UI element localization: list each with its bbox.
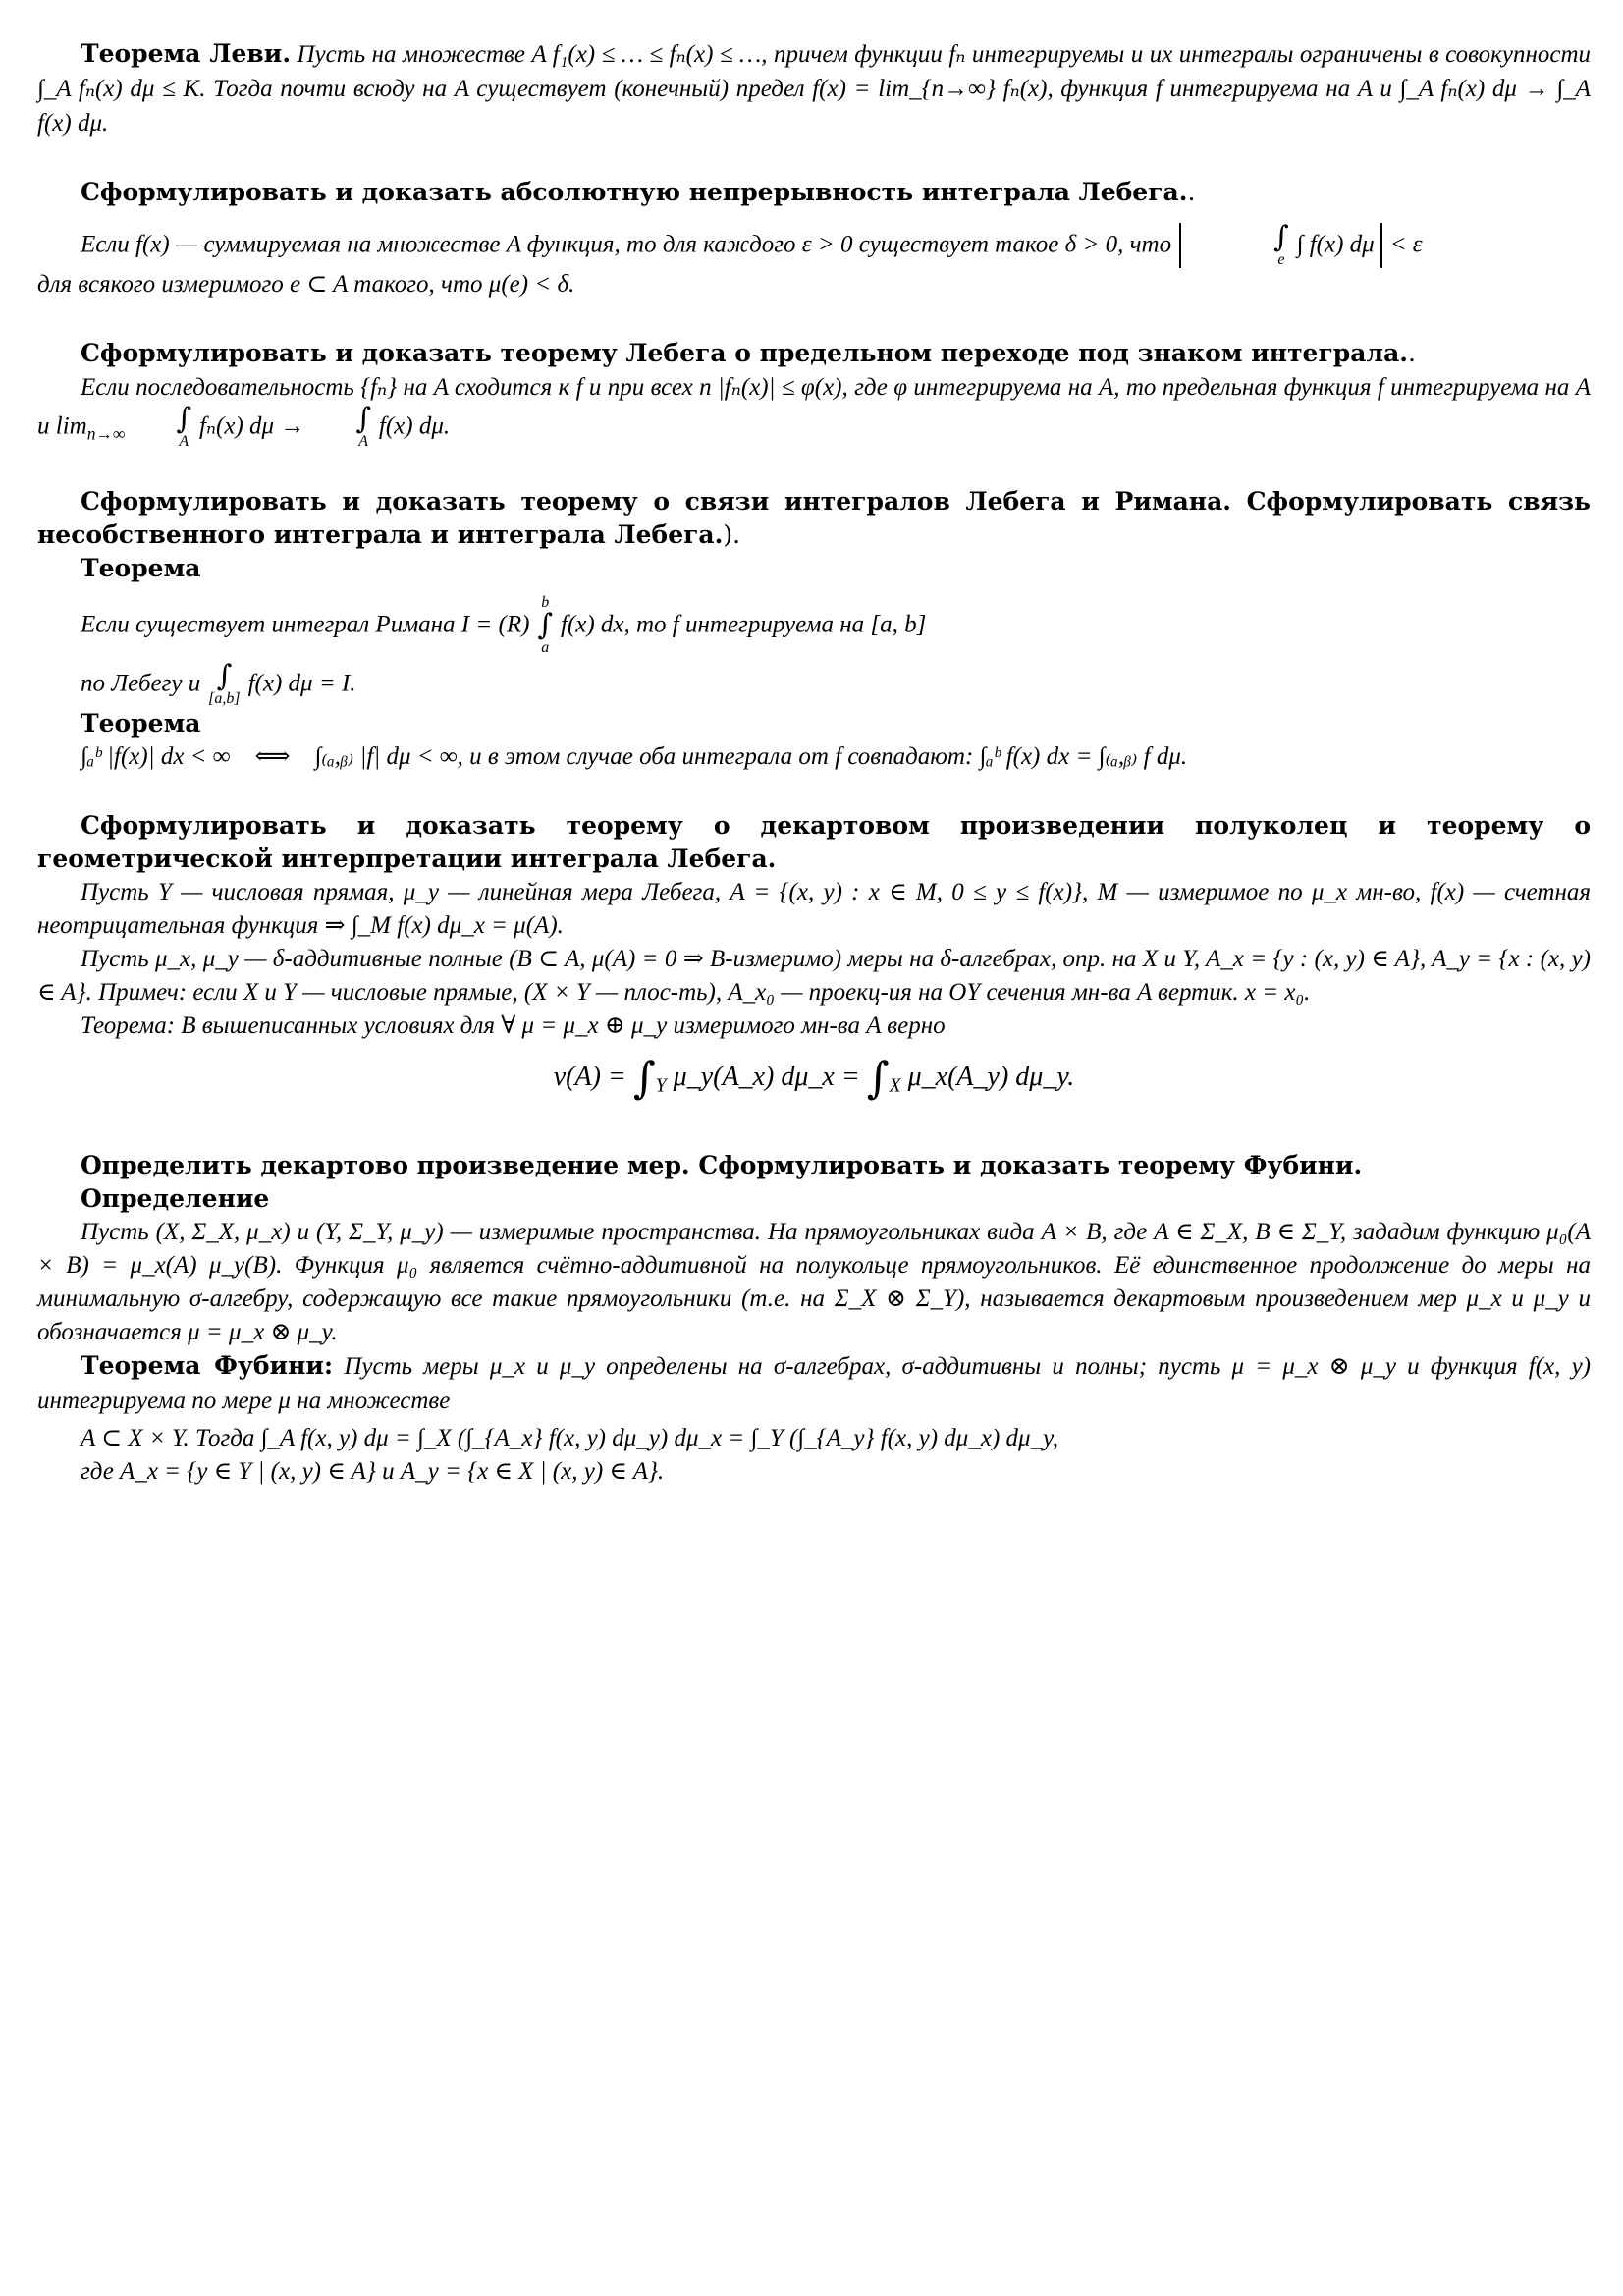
abs-cont-tail: < ε — [1389, 231, 1423, 258]
riemann-heading-tail: ). — [723, 520, 741, 549]
integral-lower-a: a — [541, 639, 550, 656]
cartesian-heading: Сформулировать и доказать теорему о декартовом произведении полуколец и теорему о геометрической интерпретации интеграла Лебега. — [37, 811, 1591, 873]
abs-cont-integrand: ∫ f(x) dμ — [1296, 231, 1375, 258]
abs-cont-formula — [1179, 220, 1382, 268]
integral-lower-ab: [a,b] — [208, 690, 241, 707]
integral-upper-b: b — [541, 594, 550, 611]
integral-sign: ∫ [a,b] — [208, 659, 241, 707]
abs-cont-heading-tail: . — [1187, 178, 1196, 206]
levi-theorem — [37, 37, 1591, 140]
display-mid: μ_y(A_x) dμ_x = — [673, 1062, 860, 1092]
integral-sign: ∫ — [632, 1053, 656, 1104]
integral-sign: ∫ A — [133, 405, 191, 450]
riemann-thm1-a: Если существует интеграл Римана I = (R) — [81, 611, 530, 638]
definite-integral: b ∫ a — [537, 594, 554, 656]
riemann-thm1-label: Теорема — [81, 554, 201, 582]
riemann-heading-text: Сформулировать и доказать теорему о связи интегралов Лебега и Римана. Сформулировать связь несобственного интеграла и интеграла Лебега. — [37, 487, 1591, 549]
fubini-formula: A ⊂ X × Y. Тогда ∫_A f(x, y) dμ = ∫_X (∫_{A_x} f(x, y) dμ_y) dμ_x = ∫_Y (∫_{A_y} f(x, y) dμ_x) dμ_y, — [81, 1424, 1059, 1451]
fubini-theorem — [37, 1349, 1591, 1418]
document-page — [37, 37, 1591, 1489]
cartesian-display-formula — [37, 1053, 1591, 1104]
fubini-thm-text: Пусть меры μ_x и μ_y определены на σ-алгебрах, σ-аддитивны и полны; пусть μ = μ_x ⊗ μ_y и функция f(x, y) интегрируема по мере μ на множестве — [37, 1352, 1591, 1414]
cartesian-para2: Пусть μ_x, μ_y — δ-аддитивные полные (B ⊂ A, μ(A) = 0 ⇒ B-измеримо) меры на δ-алгебрах, опр. на X и Y, A_x = {y : (x, y) ∈ A}, A_y = {x : (x, y) ∈ A}. Примеч: если X и Y — числовые прямые, (X × Y — плос-ть), A_x₀ — проекц-ия на OY сечения мн-ва A вертик. x = x₀. — [37, 946, 1591, 1006]
cartesian-para1: Пусть Y — числовая прямая, μ_y — линейная мера Лебега, A = {(x, y) : x ∈ M, 0 ≤ y ≤ f(x)}, M — измеримое по μ_x мн-во, f(x) — счетная неотрицательная функция ⇒ ∫_M f(x) dμ_x = μ(A). — [37, 879, 1592, 939]
riemann-thm1-d: f(x) dμ = I. — [247, 670, 356, 697]
display-sub-y: Y — [655, 1075, 667, 1097]
lim-subscript: n→∞ — [86, 423, 126, 444]
abs-cont-heading — [37, 176, 1591, 209]
lebesgue-limit-heading-text: Сформулировать и доказать теорему Лебега о предельном переходе под знаком интеграла. — [81, 339, 1408, 367]
abs-cont-text-b: для всякого измеримого e ⊂ A такого, что μ(e) < δ. — [37, 271, 575, 298]
riemann-thm1-cont — [37, 659, 1591, 707]
riemann-thm2-label: Теорема — [81, 709, 201, 738]
cartesian-para3: Теорема: В вышеписанных условиях для ∀ μ = μ_x ⊕ μ_y измеримого мн-ва A верно — [81, 1012, 946, 1039]
fubini-def-text: Пусть (X, Σ_X, μ_x) и (Y, Σ_Y, μ_y) — измеримые пространства. На прямоугольниках вида A × B, где A ∈ Σ_X, B ∈ Σ_Y, зададим функцию μ₀(A × B) = μ_x(A) μ_y(B). Функция μ₀ является счётно-аддитивной на полукольце прямоугольников. Её единственное продолжение до меры на минимальную σ-алгебру, содержащую все такие прямоугольники (т.е. на Σ_X ⊗ Σ_Y), называется декартовым произведением мер μ_x и μ_y и обозначается μ = μ_x ⊗ μ_y. — [37, 1218, 1591, 1345]
integral-lower: A — [179, 433, 189, 450]
riemann-heading — [37, 485, 1591, 552]
fubini-where: где A_x = {y ∈ Y | (x, y) ∈ A} и A_y = {x ∈ X | (x, y) ∈ A}. — [81, 1457, 665, 1485]
fubini-heading: Определить декартово произведение мер. Сформулировать и доказать теорему Фубини. — [81, 1150, 1363, 1179]
riemann-thm2: ∫ₐᵇ |f(x)| dx < ∞ ⟺ ∫₍ₐ,ᵦ₎ |f| dμ < ∞, и в этом случае оба интеграла от f совпадают: ∫ₐᵇ f(x) dx = ∫₍ₐ,ᵦ₎ f dμ. — [81, 743, 1188, 770]
integral-lower: A — [358, 433, 369, 450]
abs-cont-statement — [37, 220, 1591, 268]
integral-sign: ∫ e — [1230, 223, 1289, 268]
integral-sign: ∫ A — [312, 405, 371, 450]
lebesgue-limit-text: Если последовательность {fₙ} на A сходится к f и при всех n |fₙ(x)| ≤ φ(x), где φ интегрируема на A, то предельная функция f интегрируема на A и lim — [37, 374, 1591, 440]
integral-2: f(x) dμ. — [378, 412, 451, 440]
integral-sign: ∫ — [866, 1053, 890, 1104]
riemann-thm1-b: f(x) dx, то f интегрируема на [a, b] — [560, 611, 927, 638]
integral-lower-e: e — [1277, 251, 1285, 268]
riemann-thm1-c: по Лебегу и — [81, 670, 201, 697]
abs-cont-heading-text: Сформулировать и доказать абсолютную непрерывность интеграла Лебега. — [81, 178, 1188, 206]
fubini-def-label: Определение — [81, 1183, 270, 1213]
levi-text: Пусть на множестве A f₁(x) ≤ … ≤ fₙ(x) ≤ …, причем функции fₙ интегрируемы и их интегралы ограничены в совокупности ∫_A fₙ(x) dμ ≤ K. Тогда почти всюду на A существует (конечный) предел f(x) = lim_{n→∞} fₙ(x), функция f интегрируема на A и ∫_A fₙ(x) dμ → ∫_A f(x) dμ. — [37, 41, 1591, 137]
lebesgue-limit-statement — [37, 370, 1591, 450]
lebesgue-limit-heading — [37, 337, 1591, 370]
abs-cont-text-a: Если f(x) — суммируемая на множестве A функция, то для каждого ε > 0 существует такое δ > 0, что — [81, 231, 1172, 258]
fubini-thm-label: Теорема Фубини: — [81, 1350, 334, 1380]
lebesgue-limit-heading-tail: . — [1408, 339, 1416, 367]
display-rhs: μ_x(A_y) dμ_y. — [907, 1062, 1075, 1092]
display-lhs: ν(A) = — [553, 1062, 626, 1092]
integral-1: fₙ(x) dμ → — [198, 412, 305, 440]
levi-title: Теорема Леви. — [81, 39, 292, 68]
display-sub-x: X — [889, 1075, 901, 1097]
riemann-thm1 — [37, 595, 1591, 656]
